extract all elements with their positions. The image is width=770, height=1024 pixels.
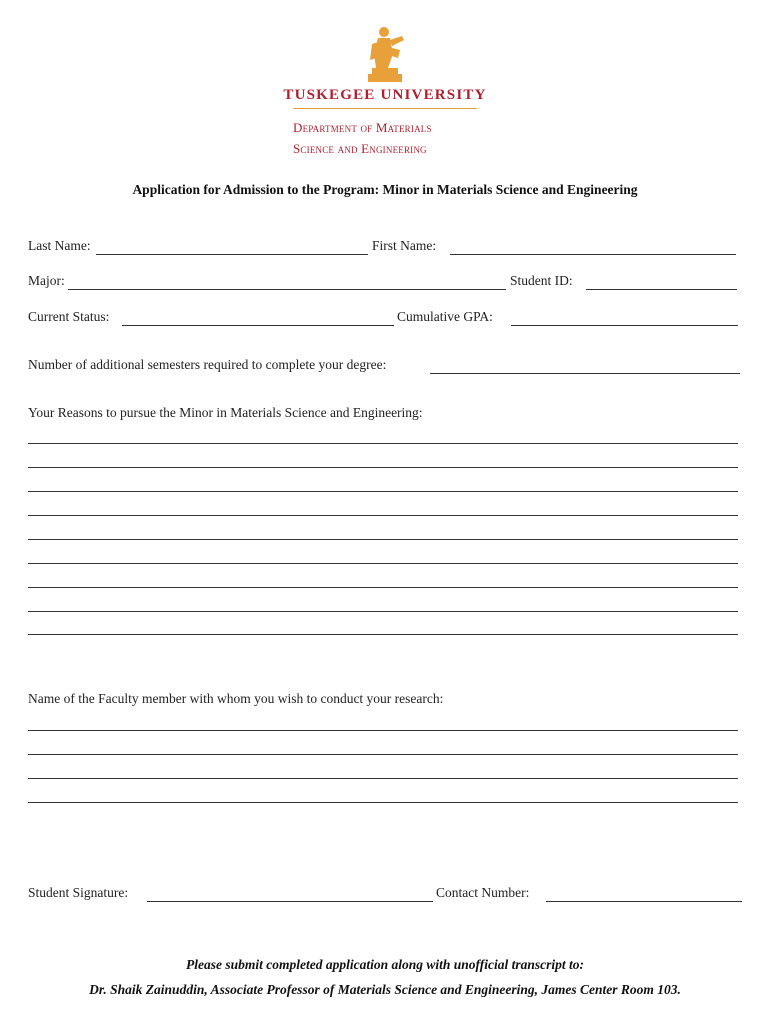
major-field[interactable] — [68, 289, 506, 290]
statue-logo-icon — [362, 24, 408, 84]
reasons-line[interactable] — [28, 515, 738, 516]
faculty-line[interactable] — [28, 730, 738, 731]
faculty-label: Name of the Faculty member with whom you wish to conduct your research: — [28, 691, 444, 706]
reasons-line[interactable] — [28, 563, 738, 564]
semesters-field[interactable] — [430, 373, 740, 374]
cumulative-gpa-label: Cumulative GPA: — [397, 309, 493, 324]
department-line-2: Science and Engineering — [293, 141, 427, 156]
reasons-line[interactable] — [28, 539, 738, 540]
department-line-1: Department of Materials — [293, 120, 432, 135]
reasons-line[interactable] — [28, 634, 738, 635]
header-divider — [293, 108, 477, 109]
contact-number-field[interactable] — [546, 901, 742, 902]
submission-contact: Dr. Shaik Zainuddin, Associate Professor of Materials Science and Engineering, James Center Room 103. — [89, 982, 681, 997]
first-name-label: First Name: — [372, 238, 437, 253]
current-status-field[interactable] — [122, 325, 394, 326]
student-signature-label: Student Signature: — [28, 885, 129, 900]
faculty-line[interactable] — [28, 754, 738, 755]
reasons-line[interactable] — [28, 467, 738, 468]
cumulative-gpa-field[interactable] — [511, 325, 738, 326]
student-signature-field[interactable] — [147, 901, 433, 902]
student-id-field[interactable] — [586, 289, 737, 290]
reasons-line[interactable] — [28, 611, 738, 612]
faculty-line[interactable] — [28, 778, 738, 779]
faculty-line[interactable] — [28, 802, 738, 803]
reasons-line[interactable] — [28, 443, 738, 444]
reasons-line[interactable] — [28, 587, 738, 588]
contact-number-label: Contact Number: — [436, 885, 530, 900]
current-status-label: Current Status: — [28, 309, 110, 324]
form-title: Application for Admission to the Program: Minor in Materials Science and Engineering — [132, 182, 638, 197]
last-name-label: Last Name: — [28, 238, 91, 253]
semesters-label: Number of additional semesters required to complete your degree: — [28, 357, 387, 372]
department-name — [293, 117, 432, 159]
student-id-label: Student ID: — [510, 273, 573, 288]
first-name-field[interactable] — [450, 254, 736, 255]
last-name-field[interactable] — [96, 254, 368, 255]
reasons-line[interactable] — [28, 491, 738, 492]
reasons-label: Your Reasons to pursue the Minor in Materials Science and Engineering: — [28, 405, 423, 420]
submission-instructions: Please submit completed application along with unofficial transcript to: — [185, 957, 585, 972]
major-label: Major: — [28, 273, 65, 288]
university-name: TUSKEGEE UNIVERSITY — [283, 87, 487, 103]
